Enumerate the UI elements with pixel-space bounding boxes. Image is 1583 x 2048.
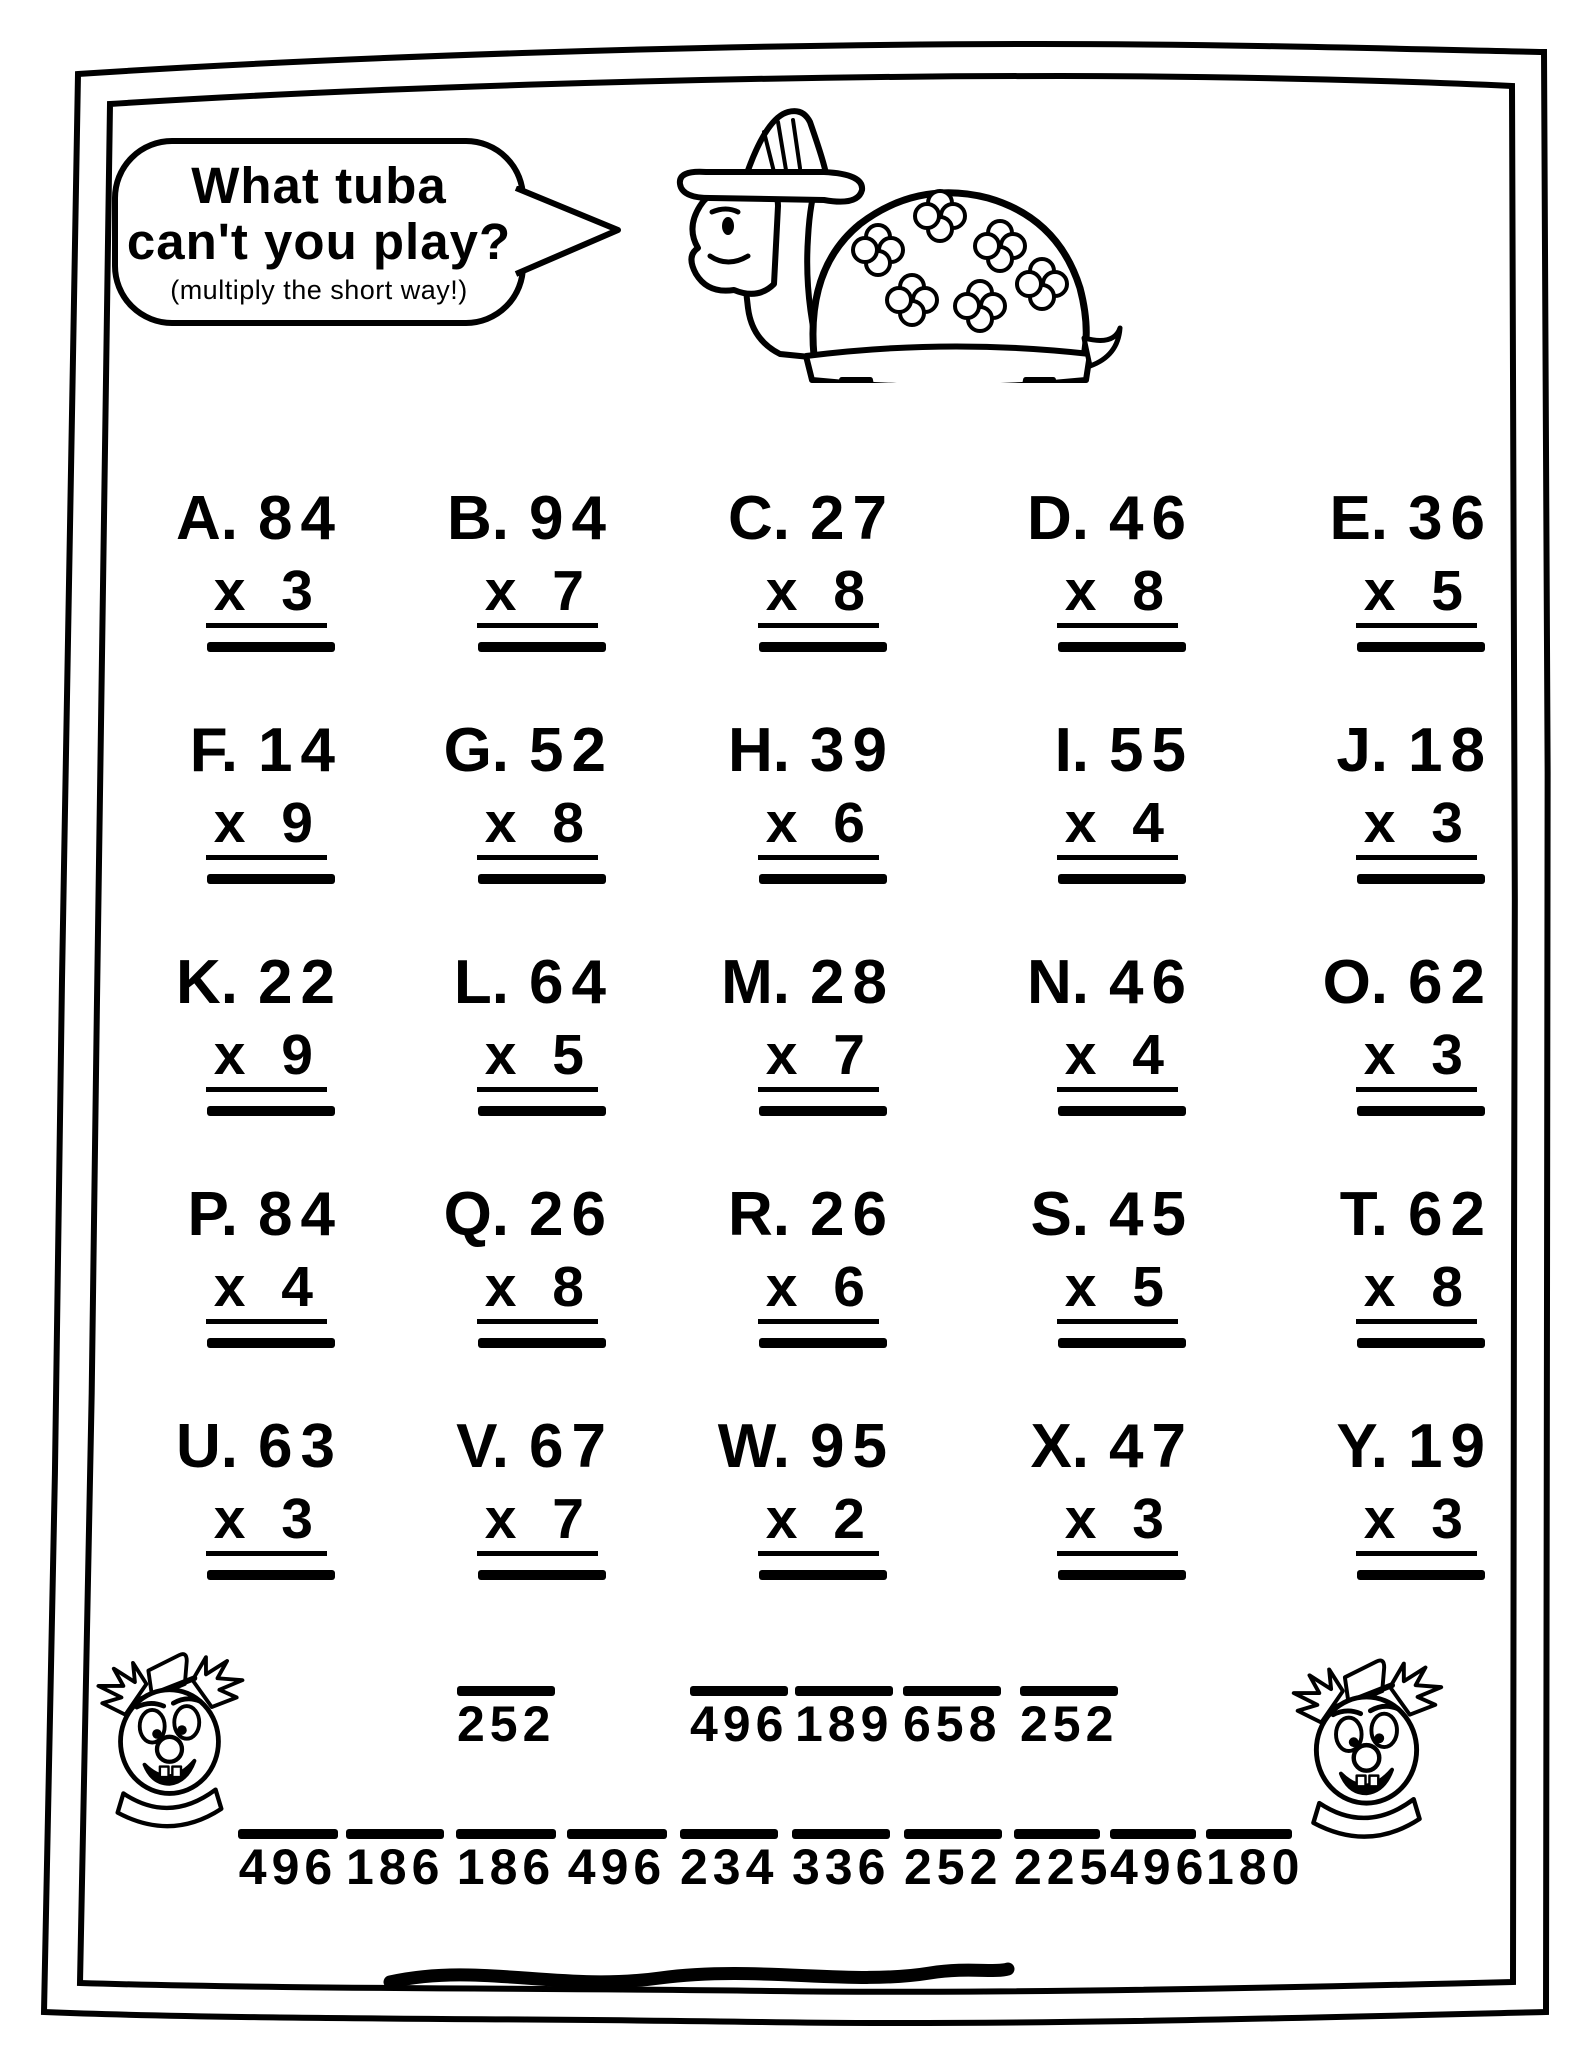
problem-multiplicand: 95 — [810, 1412, 895, 1481]
answer-blank — [1020, 1686, 1119, 1752]
problem-answer-line — [207, 642, 335, 652]
problem-label: L. — [453, 948, 510, 1017]
problem-label: V. — [456, 1412, 510, 1481]
problem-L — [391, 948, 614, 1116]
problem-multiplier: x 4 — [1057, 1027, 1178, 1092]
problem-multiplicand: 55 — [1109, 716, 1194, 785]
problem-T — [1270, 1180, 1493, 1348]
problem-label: O. — [1322, 948, 1389, 1017]
problem-multiplier: x 6 — [758, 795, 879, 860]
problem-label: U. — [176, 1412, 239, 1481]
problem-X — [971, 1412, 1194, 1580]
clown-illustration-right — [1280, 1650, 1452, 1855]
problem-multiplicand: 52 — [529, 716, 614, 785]
problem-multiplicand: 36 — [1408, 484, 1493, 553]
answer-blank — [567, 1829, 667, 1895]
problem-answer-line — [1058, 1106, 1186, 1116]
problem-label: K. — [176, 948, 239, 1017]
answer-blank-value: 336 — [792, 1839, 891, 1895]
problem-multiplier: x 7 — [477, 563, 598, 628]
answer-blank — [1110, 1829, 1209, 1895]
problem-answer-line — [1058, 874, 1186, 884]
problem-multiplier: x 8 — [477, 795, 598, 860]
problem-label: P. — [187, 1180, 239, 1249]
problem-answer-line — [759, 1338, 887, 1348]
problem-multiplicand: 27 — [810, 484, 895, 553]
problem-W — [672, 1412, 895, 1580]
problem-multiplicand: 46 — [1109, 948, 1194, 1017]
problem-label: X. — [1030, 1412, 1090, 1481]
problem-answer-line — [478, 642, 606, 652]
problem-multiplier: x 6 — [758, 1259, 879, 1324]
problem-multiplicand: 26 — [810, 1180, 895, 1249]
problem-label: W. — [717, 1412, 791, 1481]
problem-answer-line — [478, 874, 606, 884]
problem-G — [391, 716, 614, 884]
problem-B — [391, 484, 614, 652]
problem-C — [672, 484, 895, 652]
problem-R — [672, 1180, 895, 1348]
answer-blank — [1014, 1829, 1113, 1895]
problem-label: C. — [728, 484, 791, 553]
problem-answer-line — [1357, 1106, 1485, 1116]
problem-answer-line — [759, 874, 887, 884]
problem-multiplier: x 8 — [477, 1259, 598, 1324]
speech-bubble-tail — [512, 186, 624, 278]
problem-answer-line — [1058, 642, 1186, 652]
problem-multiplier: x 7 — [758, 1027, 879, 1092]
problem-multiplier: x 3 — [1356, 1027, 1477, 1092]
problem-label: E. — [1329, 484, 1389, 553]
problem-multiplicand: 62 — [1408, 1180, 1493, 1249]
problem-answer-line — [478, 1106, 606, 1116]
answer-blank — [238, 1829, 338, 1895]
problem-multiplier: x 5 — [1057, 1259, 1178, 1324]
problem-label: G. — [443, 716, 510, 785]
answer-blank-value: 252 — [904, 1839, 1003, 1895]
problem-multiplicand: 46 — [1109, 484, 1194, 553]
problem-label: Y. — [1336, 1412, 1389, 1481]
answer-blank-value: 496 — [567, 1839, 667, 1895]
problem-label: F. — [189, 716, 239, 785]
problem-multiplier: x 2 — [758, 1491, 879, 1556]
problem-U — [120, 1412, 343, 1580]
answer-blank-value: 496 — [238, 1839, 338, 1895]
problem-label: D. — [1027, 484, 1090, 553]
problem-N — [971, 948, 1194, 1116]
problem-O — [1270, 948, 1493, 1116]
problem-label: N. — [1027, 948, 1090, 1017]
answer-blank-line — [795, 1686, 893, 1696]
problem-answer-line — [1058, 1338, 1186, 1348]
problem-answer-line — [207, 1106, 335, 1116]
problem-answer-line — [478, 1570, 606, 1580]
problem-answer-line — [1058, 1570, 1186, 1580]
problem-multiplier: x 3 — [206, 563, 327, 628]
problem-multiplier: x 7 — [477, 1491, 598, 1556]
problem-multiplier: x 3 — [1356, 795, 1477, 860]
problem-multiplier: x 3 — [1356, 1491, 1477, 1556]
problem-multiplicand: 18 — [1408, 716, 1493, 785]
problem-multiplier: x 3 — [1057, 1491, 1178, 1556]
problem-label: J. — [1336, 716, 1389, 785]
problem-E — [1270, 484, 1493, 652]
problem-multiplicand: 39 — [810, 716, 895, 785]
answer-blank-line — [1014, 1829, 1100, 1839]
speech-bubble — [112, 138, 526, 326]
problem-A — [120, 484, 343, 652]
problem-multiplier: x 3 — [206, 1491, 327, 1556]
problem-multiplier: x 9 — [206, 1027, 327, 1092]
answer-blank-line — [904, 1829, 1002, 1839]
answer-blank-value: 496 — [1110, 1839, 1209, 1895]
problem-H — [672, 716, 895, 884]
problem-V — [391, 1412, 614, 1580]
problem-label: T. — [1339, 1180, 1389, 1249]
problem-label: H. — [728, 716, 791, 785]
answer-blank-line — [456, 1829, 556, 1839]
answer-blank — [680, 1829, 779, 1895]
problem-I — [971, 716, 1194, 884]
answer-blank-line — [690, 1686, 788, 1696]
problem-answer-line — [759, 1106, 887, 1116]
problem-multiplicand: 22 — [258, 948, 343, 1017]
problem-answer-line — [207, 1338, 335, 1348]
answer-blank-value: 180 — [1206, 1839, 1305, 1895]
bubble-subtitle: (multiply the short way!) — [170, 274, 468, 305]
answer-blank — [690, 1686, 789, 1752]
problem-answer-line — [1357, 874, 1485, 884]
answer-blank-value: 234 — [680, 1839, 779, 1895]
answer-blank-value: 496 — [690, 1696, 789, 1752]
problem-Q — [391, 1180, 614, 1348]
problem-F — [120, 716, 343, 884]
answer-blank-line — [238, 1829, 338, 1839]
problem-label: B. — [447, 484, 510, 553]
problem-label: A. — [176, 484, 239, 553]
problem-label: Q. — [443, 1180, 510, 1249]
problem-D — [971, 484, 1194, 652]
problem-S — [971, 1180, 1194, 1348]
answer-blank-value: 252 — [1020, 1696, 1119, 1752]
problem-multiplier: x 9 — [206, 795, 327, 860]
answer-blank-value: 225 — [1014, 1839, 1113, 1895]
problem-K — [120, 948, 343, 1116]
answer-blank-value: 252 — [457, 1696, 556, 1752]
answer-blank — [457, 1686, 556, 1752]
answer-blank — [795, 1686, 894, 1752]
answer-blank-value: 186 — [346, 1839, 445, 1895]
problem-multiplicand: 84 — [258, 1180, 343, 1249]
answer-blank-line — [567, 1829, 667, 1839]
problem-multiplicand: 28 — [810, 948, 895, 1017]
answer-blank-line — [792, 1829, 890, 1839]
clown-illustration-left — [85, 1645, 253, 1843]
answer-blank — [456, 1829, 556, 1895]
answer-blank-line — [1020, 1686, 1118, 1696]
problem-answer-line — [207, 874, 335, 884]
problem-answer-line — [1357, 1570, 1485, 1580]
problem-multiplicand: 19 — [1408, 1412, 1493, 1481]
answer-blank — [903, 1686, 1002, 1752]
problem-multiplier: x 8 — [758, 563, 879, 628]
bubble-title-line1: What tuba — [191, 157, 447, 215]
problem-multiplicand: 14 — [258, 716, 343, 785]
turtle-illustration — [628, 88, 1128, 383]
answer-blank-line — [1110, 1829, 1196, 1839]
answer-blank-line — [903, 1686, 1001, 1696]
problem-multiplicand: 47 — [1109, 1412, 1194, 1481]
bubble-title-line2: can't you play? — [126, 212, 512, 270]
problem-Y — [1270, 1412, 1493, 1580]
problem-answer-line — [759, 642, 887, 652]
problem-P — [120, 1180, 343, 1348]
problem-multiplicand: 45 — [1109, 1180, 1194, 1249]
problem-answer-line — [478, 1338, 606, 1348]
problem-label: R. — [728, 1180, 791, 1249]
answer-blank-value: 189 — [795, 1696, 894, 1752]
answer-blank — [792, 1829, 891, 1895]
problem-label: S. — [1030, 1180, 1090, 1249]
problem-multiplier: x 5 — [477, 1027, 598, 1092]
problem-multiplier: x 4 — [206, 1259, 327, 1324]
problem-multiplier: x 8 — [1356, 1259, 1477, 1324]
problem-multiplier: x 5 — [1356, 563, 1477, 628]
answer-blank-line — [457, 1686, 555, 1696]
problem-multiplicand: 26 — [529, 1180, 614, 1249]
problem-multiplicand: 94 — [529, 484, 614, 553]
problem-label: I. — [1054, 716, 1090, 785]
answer-blank — [904, 1829, 1003, 1895]
problem-label: M. — [721, 948, 791, 1017]
problem-multiplicand: 64 — [529, 948, 614, 1017]
problem-answer-line — [759, 1570, 887, 1580]
problem-M — [672, 948, 895, 1116]
problem-multiplicand: 62 — [1408, 948, 1493, 1017]
problem-multiplicand: 67 — [529, 1412, 614, 1481]
answer-blank-line — [680, 1829, 778, 1839]
answer-blank-line — [346, 1829, 444, 1839]
problem-multiplier: x 4 — [1057, 795, 1178, 860]
answer-blank-value: 658 — [903, 1696, 1002, 1752]
problem-answer-line — [207, 1570, 335, 1580]
answer-blank — [346, 1829, 445, 1895]
problem-J — [1270, 716, 1493, 884]
problem-answer-line — [1357, 642, 1485, 652]
problem-multiplier: x 8 — [1057, 563, 1178, 628]
problem-answer-line — [1357, 1338, 1485, 1348]
problem-multiplicand: 63 — [258, 1412, 343, 1481]
problem-multiplicand: 84 — [258, 484, 343, 553]
answer-blank-value: 186 — [456, 1839, 556, 1895]
